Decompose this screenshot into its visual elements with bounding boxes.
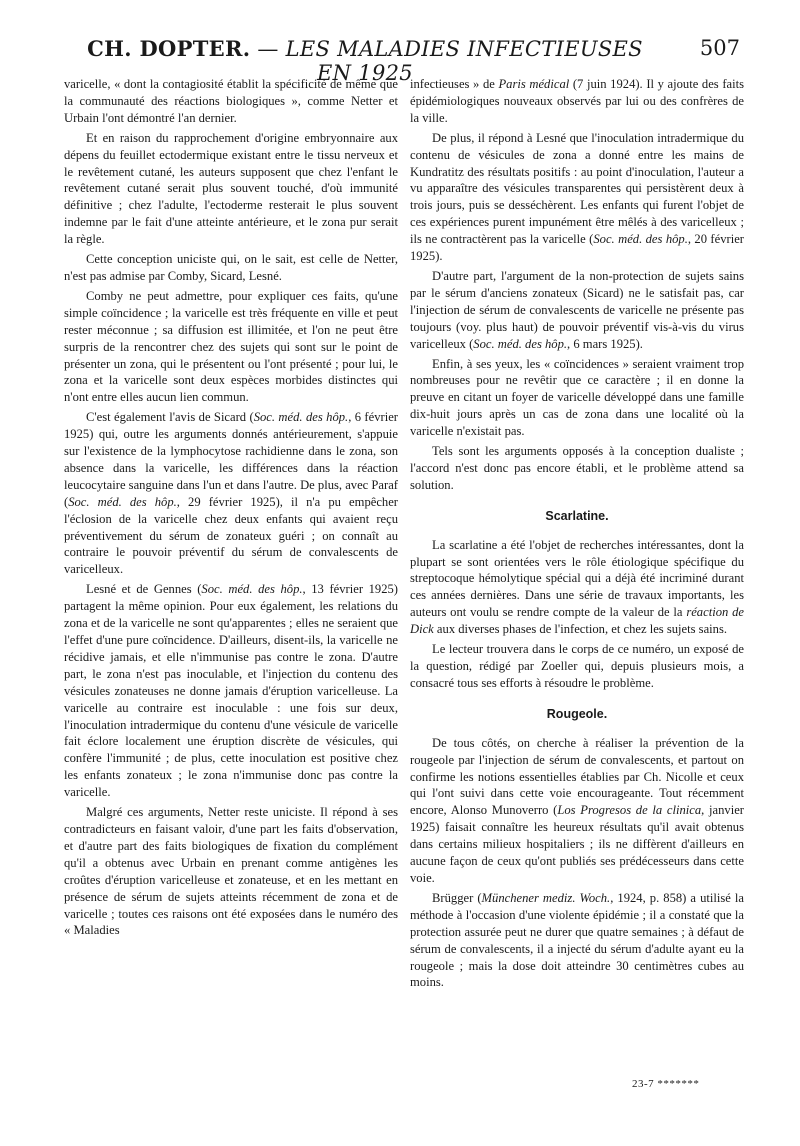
- page-number: 507: [699, 36, 740, 60]
- paragraph: [64, 581, 398, 801]
- header-separator: —: [257, 37, 279, 61]
- paragraph: [410, 735, 744, 887]
- citation: Soc. méd. des hôp.: [253, 410, 349, 425]
- paragraph: Enfin, à ses yeux, les « coïncidences » seraient vraiment trop nombreuses pour ne revêtir que ce caractère ; il en donne la preuve en citant un foyer de varicelle développé dans une famille dix-huit jours après un cas de zona dans une localité où la varicelle n'existait pas.: [410, 356, 744, 439]
- citation: Paris médical: [498, 77, 570, 91]
- paragraph: [410, 130, 744, 265]
- header-title: LES MALADIES INFECTIEUSES EN 1925: [285, 37, 643, 85]
- text-run: infectieuses » de: [410, 77, 499, 91]
- text-run: La scarlatine a été l'objet de recherches intéressantes, dont la plupart se sont orientées vers le rôle étiologique spécifique du streptocoque hémolytique spécial qui a déjà été incriminé durant ces années dernières. Dans une série de travaux importants, les auteurs ont voulu se rendre compte de la valeur de la: [410, 537, 744, 620]
- paragraph: Le lecteur trouvera dans le corps de ce numéro, un exposé de la question, rédigé par Zoeller qui, depuis plusieurs mois, a consacré tous ses efforts à résoudre le problème.: [410, 642, 744, 690]
- paragraph: [410, 890, 744, 991]
- text-run: Lesné et de Gennes (: [86, 582, 202, 597]
- citation: Los Progresos de la clinica: [557, 803, 702, 818]
- paragraph: Cette conception uniciste qui, on le sait, est celle de Netter, n'est pas admise par Comby, Sicard, Lesné.: [64, 252, 398, 283]
- text-run: Brügger (: [432, 890, 482, 905]
- citation: réaction de Dick: [410, 605, 744, 637]
- text-run: De plus, il répond à Lesné que l'inoculation intradermique du contenu de vésicules de zona a donné entre les mains de Kundratitz des résultats positifs : au point d'inoculation, l'auteur a vu apparaître des vésicules transparentes qui persistèrent deux à trois jours, puis se desséchèrent. Les enfants qui furent l'objet de ces expériences purent impunément être mêlés à des varicelleux ; ils ne contractèrent pas la varicelle (: [410, 130, 744, 247]
- text-run: , 20 février 1925).: [410, 232, 744, 264]
- text-run: , 6 mars 1925).: [567, 336, 643, 351]
- citation: Münchener mediz. Woch.: [481, 890, 611, 905]
- text-run: , 1924, p. 858) a utilisé la méthode à l'occasion d'une violente épidémie ; il a constaté que la protection assurée peut ne durer que quatre semaines ; à défaut de sérum de convalescents, il a injecté du sérum d'adulte ayant eu la rougeole ; mais la dose doit atteindre 30 centimètres cubes au moins.: [410, 890, 744, 990]
- section-heading-rougeole: Rougeole.: [546, 706, 608, 721]
- paragraph: Tels sont les arguments opposés à la conception dualiste ; l'accord n'est donc pas encore établi, et le problème attend sa solution.: [410, 444, 744, 492]
- citation: Soc. méd. des hôp.: [473, 336, 568, 351]
- paragraph: Malgré ces arguments, Netter reste uniciste. Il répond à ses contradicteurs en faisant valoir, d'une part les faits d'observation, et d'autre part des faits biologiques de fixation du complément qu'il a obtenus avec Urbain en prenant comme antigènes les croûtes d'éruption varicelleuse et zonateuse, et en les mettant en présence de sérum de sujets atteints récemment de zona et de varicelle ; toutes ces raisons ont été exposées dans le numéro des « Maladies: [64, 805, 398, 938]
- text-run: (7 juin 1924). Il y ajoute des faits épidémiologiques nouveaux observés par lui ou des confrères de la ville.: [410, 77, 744, 125]
- right-column: [410, 76, 744, 991]
- text-run: , janvier 1925) faisait connaître les heureux résultats qu'il avait obtenus dans certains milieux hospitaliers ; ils ne diffèrent d'ailleurs en aucune façon de ceux qu'ont publiés ses prédécesseurs dans cette voie.: [410, 803, 744, 885]
- body-columns: [64, 76, 744, 1096]
- paragraph: Et en raison du rapprochement d'origine embryonnaire aux dépens du feuillet ectodermique existant entre le tissu nerveux et le revêtement cutané, les auteurs supposent que chez l'enfant le revêtement cutané serait plus souvent touché, d'où immunité définitive ; chez l'adulte, l'ectoderme resterait le plus souvent indemne par le fait d'une atteinte antérieure, et le zona pur serait la règle.: [64, 130, 398, 247]
- left-column: [64, 76, 398, 939]
- paragraph: [410, 268, 744, 353]
- printer-signature: 23-7 *******: [632, 1078, 700, 1090]
- text-run: , 29 février 1925), il n'a pu empêcher l'éclosion de la varicelle chez deux enfants qui avaient reçu préventivement du sérum de zonateux guéri ; on connaît au contraire le pouvoir préventif du sérum de convalescents de varicelleux.: [64, 494, 399, 577]
- citation: Soc. méd. des hôp.: [68, 494, 177, 509]
- text-run: aux diverses phases de l'infection, et chez les sujets sains.: [433, 622, 728, 637]
- text-run: , 6 février 1925) qui, outre les arguments donnés antérieurement, s'appuie sur l'existence de la lymphocytose rachidienne dans le zona, son absence dans la varicelle, les différences dans la réaction leucocytaire sanguine dans l'un et dans l'autre. De plus, avec Paraf (: [64, 410, 398, 509]
- paragraph: varicelle, « dont la contagiosité établit la spécificité de même que la communauté des réactions biologiques », comme Netter et Urbain l'ont démontré l'an dernier.: [64, 77, 398, 125]
- paragraph: [410, 537, 744, 638]
- text-run: , 13 février 1925) partagent la même opinion. Pour eux également, les relations du zona et de la varicelle ne sont qu'apparentes ; elles ne seraient que l'effet d'une pure coïncidence. D'ailleurs, disent-ils, la varicelle ne récidive jamais, et elle n'immunise pas contre le zona. D'autre part, le zona n'est pas inoculable, et l'injection du contenu des vésicules zonateuses ne donne jamais d'éruption varicelleuse. La varicelle au contraire est inoculable : une fois sur deux, l'inoculation intradermique du contenu d'une vésicule de varicelle fait éclore localement une éruption discrète de vésicules, qui confère l'immunité ; de plus, cette inoculation est positive chez les enfants zonateux ; le zona n'immunise donc pas contre la varicelle.: [64, 582, 398, 800]
- text-run: D'autre part, l'argument de la non-protection de sujets sains par le sérum d'anciens zonateux (Sicard) ne le satisfait pas, car l'injection de sérum de convalescents de varicelle ne présente pas toujours (voy. plus haut) de pouvoir préventif vis-à-vis du virus varicelleux (: [410, 268, 744, 351]
- paragraph: Comby ne peut admettre, pour expliquer ces faits, qu'une simple coïncidence ; la varicelle est très fréquente en ville et peut rester méconnue ; sa diffusion est illimitée, et l'on ne peut être surpris de la rencontrer chez des sujets qui sont sur le point de présenter un zona, qui le présentent ou l'ont présenté ; pour lui, le zona et la varicelle sont deux espèces morbides distinctes qui n'ont entre elles aucun lien commun.: [64, 288, 398, 405]
- text-run: De tous côtés, on cherche à réaliser la prévention de la rougeole par l'injection de sérum de convalescents, et partout on confirme les notions essentielles établies par Ch. Nicolle et ceux qui l'ont suivi dans cette voie encourageante. Tout récemment encore, Alonso Munoverro (: [410, 735, 744, 818]
- text-run: C'est également l'avis de Sicard (: [86, 410, 254, 425]
- paragraph: [410, 76, 744, 127]
- citation: Soc. méd. des hôp.: [201, 582, 303, 597]
- paragraph: [64, 409, 398, 578]
- section-heading-scarlatine: Scarlatine.: [545, 508, 609, 523]
- citation: Soc. méd. des hôp.: [593, 232, 688, 247]
- header-author: CH. DOPTER.: [87, 36, 251, 61]
